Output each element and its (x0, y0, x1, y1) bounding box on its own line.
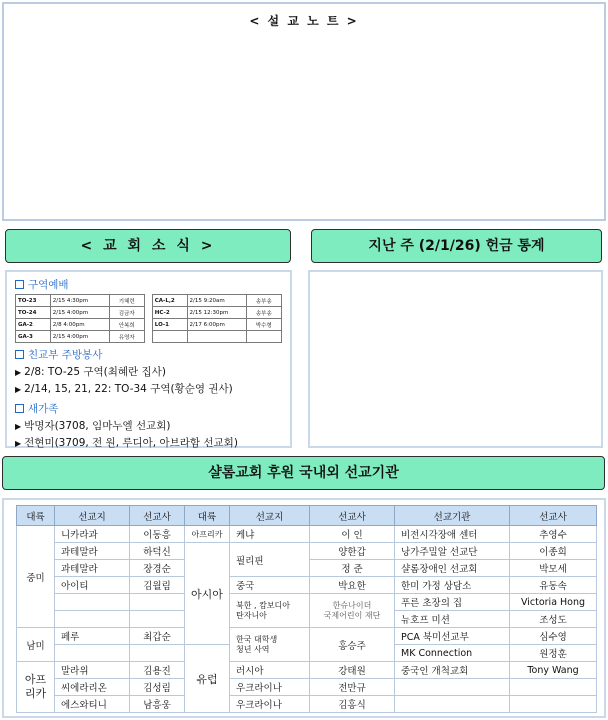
missions-header: 샬롬교회 후원 국내외 선교기관 (2, 456, 605, 490)
table-cell: 아프 리카 (17, 662, 55, 713)
church-news-box (5, 270, 292, 448)
triangle-bullet-icon: ▶ (15, 368, 22, 377)
table-cell (144, 307, 152, 319)
table-cell: 박모세 (510, 560, 597, 577)
table-cell: 김성림 (130, 679, 185, 696)
table-cell: 선교기관 (395, 506, 510, 526)
table-cell: TO-23 (16, 295, 51, 307)
table-cell: MK Connection (395, 645, 510, 662)
table-cell (144, 295, 152, 307)
table-cell: 김금자 (109, 307, 144, 319)
table-cell: 원정훈 (510, 645, 597, 662)
table-cell (246, 331, 281, 343)
table-cell: 대륙 (185, 506, 230, 526)
table-cell: 송부송 (246, 295, 281, 307)
table-cell: 유럽 (185, 645, 230, 713)
table-cell (144, 319, 152, 331)
table-cell (510, 679, 597, 696)
missions-box (2, 498, 606, 718)
offering-stats-box (308, 270, 603, 448)
table-cell: 남미 (17, 628, 55, 662)
table-cell: 2/15 12:30pm (187, 307, 246, 319)
table-cell: 김용진 (130, 662, 185, 679)
square-bullet-icon (15, 350, 24, 359)
sermon-notes-title: < 설 교 노 트 > (249, 14, 359, 28)
kitchen-service-heading: 친교부 주방봉사 (15, 347, 282, 362)
table-cell: 선교사 (310, 506, 395, 526)
table-cell: Victoria Hong (510, 594, 597, 611)
table-cell: 낭가주밀알 선교단 (395, 543, 510, 560)
table-cell: 아이티 (55, 577, 130, 594)
table-cell: 이동흥 (130, 526, 185, 543)
table-cell: 2/15 4:00pm (50, 331, 109, 343)
list-item: ▶ 2/14, 15, 21, 22: TO-34 구역(황순영 권사) (15, 383, 233, 395)
table-cell: CA-L,2 (152, 295, 187, 307)
table-cell (144, 331, 152, 343)
table-cell: 2/17 6:00pm (187, 319, 246, 331)
table-cell: 북한 , 캄보디아 탄자니아 (230, 594, 310, 628)
table-cell: 과테말라 (55, 543, 130, 560)
table-cell: 2/8 4:00pm (50, 319, 109, 331)
table-cell (130, 645, 185, 662)
zone-worship-table (15, 294, 282, 343)
table-cell: 에스와티니 (55, 696, 130, 713)
table-cell (395, 696, 510, 713)
triangle-bullet-icon: ▶ (15, 422, 22, 431)
table-cell: 조성도 (510, 611, 597, 628)
table-cell: 남흥웅 (130, 696, 185, 713)
table-cell: 선교사 (130, 506, 185, 526)
table-cell: 추영수 (510, 526, 597, 543)
table-cell: 비전시각장애 센터 (395, 526, 510, 543)
table-cell: 안복희 (109, 319, 144, 331)
table-cell: 홍승주 (310, 628, 395, 662)
table-cell: 중국 (230, 577, 310, 594)
table-cell (187, 331, 246, 343)
table-cell: 강태원 (310, 662, 395, 679)
table-cell: 대륙 (17, 506, 55, 526)
table-cell: 과테말라 (55, 560, 130, 577)
table-row (17, 526, 597, 543)
square-bullet-icon (15, 280, 24, 289)
table-cell: 니카라과 (55, 526, 130, 543)
table-cell: 씨에라리온 (55, 679, 130, 696)
table-cell: LO-1 (152, 319, 187, 331)
table-cell: 페루 (55, 628, 130, 645)
table-cell: 박요한 (310, 577, 395, 594)
table-cell: 말라위 (55, 662, 130, 679)
table-row (17, 662, 597, 679)
table-cell: 러시아 (230, 662, 310, 679)
table-cell: 우크라이나 (230, 696, 310, 713)
table-cell: 정 준 (310, 560, 395, 577)
table-cell: 샬롬장애인 선교회 (395, 560, 510, 577)
table-row (17, 577, 597, 594)
table-cell: 케냐 (230, 526, 310, 543)
table-cell: 푸른 초장의 집 (395, 594, 510, 611)
table-cell: 이종희 (510, 543, 597, 560)
table-row (17, 628, 597, 645)
table-row (17, 594, 597, 611)
table-cell: GA-3 (16, 331, 51, 343)
table-cell (55, 611, 130, 628)
table-row (17, 679, 597, 696)
table-cell: 한국 대학생 청년 사역 (230, 628, 310, 662)
table-cell: 아시아 (185, 543, 230, 645)
table-header-row (17, 506, 597, 526)
table-cell: 심수영 (510, 628, 597, 645)
list-item: ▶ 2/8: TO-25 구역(최혜란 집사) (15, 366, 166, 378)
table-cell: 박수형 (246, 319, 281, 331)
table-cell (130, 611, 185, 628)
table-cell: 2/15 4:30pm (50, 295, 109, 307)
table-cell: TO-24 (16, 307, 51, 319)
table-cell: 김홍식 (310, 696, 395, 713)
table-row (17, 696, 597, 713)
table-cell: 김월림 (130, 577, 185, 594)
table-cell (130, 594, 185, 611)
table-cell: 한미 가정 상담소 (395, 577, 510, 594)
triangle-bullet-icon: ▶ (15, 385, 22, 394)
table-cell: GA-2 (16, 319, 51, 331)
table-cell: 필리핀 (230, 543, 310, 577)
offering-stats-header: 지난 주 (2/1/26) 헌금 통계 (311, 229, 602, 263)
table-cell: 이 인 (310, 526, 395, 543)
table-cell (395, 679, 510, 696)
table-cell: HC-2 (152, 307, 187, 319)
table-cell: 전만규 (310, 679, 395, 696)
table-cell: 장경순 (130, 560, 185, 577)
new-family-heading: 새가족 (15, 401, 282, 416)
table-cell: 기혜련 (109, 295, 144, 307)
missions-table (16, 505, 597, 713)
table-cell: 선교사 (510, 506, 597, 526)
table-cell: 송부송 (246, 307, 281, 319)
table-cell: 선교지 (55, 506, 130, 526)
list-item: ▶ 전현미(3709, 전 원, 루디아, 아브라함 선교회) (15, 437, 238, 449)
table-cell (55, 645, 130, 662)
table-cell: PCA 북미선교부 (395, 628, 510, 645)
table-cell: 중국인 개척교회 (395, 662, 510, 679)
table-cell (55, 594, 130, 611)
table-cell: 최갑순 (130, 628, 185, 645)
table-cell: 양한갑 (310, 543, 395, 560)
zone-worship-heading: 구역예배 (15, 277, 282, 292)
table-cell (152, 331, 187, 343)
church-news-header: < 교 회 소 식 > (5, 229, 291, 263)
table-cell: 아프리카 (185, 526, 230, 543)
table-cell: 2/15 4:00pm (50, 307, 109, 319)
square-bullet-icon (15, 404, 24, 413)
table-cell: 중미 (17, 526, 55, 628)
table-cell: 하덕신 (130, 543, 185, 560)
table-cell: 선교지 (230, 506, 310, 526)
sermon-notes-box (2, 2, 606, 221)
table-row (17, 543, 597, 560)
table-cell: 한슈나이더 국제어린이 재단 (310, 594, 395, 628)
table-cell: 2/15 9:20am (187, 295, 246, 307)
table-cell (510, 696, 597, 713)
list-item: ▶ 박명자(3708, 임마누엘 선교회) (15, 420, 171, 432)
table-cell: 뉴호프 미션 (395, 611, 510, 628)
table-cell: 우크라이나 (230, 679, 310, 696)
table-cell: 유영자 (109, 331, 144, 343)
table-cell: 유동속 (510, 577, 597, 594)
table-cell: Tony Wang (510, 662, 597, 679)
triangle-bullet-icon: ▶ (15, 439, 22, 448)
